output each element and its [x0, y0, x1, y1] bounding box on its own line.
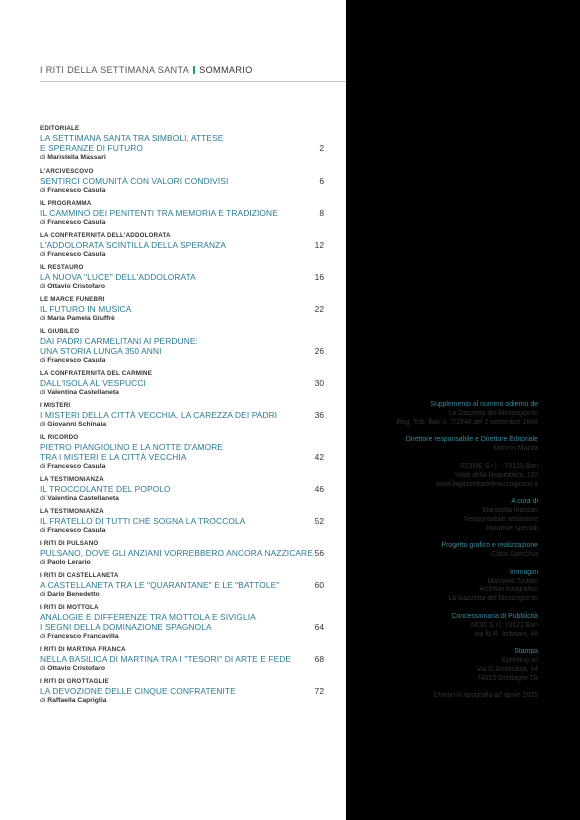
toc-author: [40, 250, 310, 259]
colophon-gap: [368, 428, 538, 437]
toc-page-number: 46: [314, 484, 324, 494]
toc-page-number: 60: [314, 580, 324, 590]
toc-entry[interactable]: [40, 434, 324, 471]
toc-author: [40, 420, 310, 429]
toc-category: EDITORIALE: [40, 125, 80, 132]
toc-author-prefix: di: [40, 283, 46, 290]
toc-entry[interactable]: [40, 232, 324, 259]
toc-author-prefix: di: [40, 527, 46, 534]
toc-entry[interactable]: [40, 125, 324, 162]
colophon-gap: [368, 454, 538, 463]
toc-page-number: 52: [314, 516, 324, 526]
colophon-text: Chiuso in tipografia ad aprile 2025: [433, 692, 538, 700]
toc-title-line: LA DEVOZIONE DELLE CINQUE CONFRATENITE: [40, 686, 236, 696]
toc-category: IL RESTAURO: [40, 264, 84, 271]
colophon-text: Massimo Todaro: [487, 577, 538, 585]
colophon-text: via M.R. Imbriani, 48: [474, 630, 538, 638]
toc-category: LA CONFRATERNITA DEL CARMINE: [40, 370, 153, 377]
toc-title-line: PULSANO, DOVE GLI ANZIANI VORREBBERO ANCORA NAZZICARE: [40, 548, 313, 558]
sommario-label: SOMMARIO: [199, 65, 253, 75]
toc-page-number: 12: [314, 240, 324, 250]
toc-author-prefix: di: [40, 559, 46, 566]
toc-author: [40, 664, 310, 673]
toc-title-line: PIETRO PIANGIOLINO E LA NOTTE D'AMORE: [40, 442, 224, 452]
toc-author-name: Raffaella Capriglia: [47, 697, 107, 704]
colophon-text: La Gazzetta del Mezzogiorno: [448, 595, 538, 603]
colophon-block: [368, 542, 538, 560]
toc-author-name: Paolo Lerario: [47, 559, 91, 566]
colophon-label: Supplemento al numero odierno de: [430, 401, 538, 408]
colophon-text: Clara Specchia: [491, 551, 538, 559]
toc-title-line: I MISTERI DELLA CITTÀ VECCHIA, LA CAREZZA DEI PADRI: [40, 410, 278, 420]
colophon-text: www.lagazzettadelmezzogiorno.it: [436, 480, 538, 488]
toc-author-prefix: di: [40, 219, 46, 226]
colophon-label: Direttore responsabile e Direttore Editoriale: [405, 436, 538, 444]
toc-author: [40, 356, 310, 365]
toc-author-name: Valentina Castellaneta: [47, 389, 119, 396]
toc-page-number: 64: [314, 622, 324, 632]
toc-page-number: 68: [314, 654, 324, 664]
colophon-block: [368, 401, 538, 428]
colophon-block: [368, 692, 538, 701]
toc-page-number: 6: [319, 176, 324, 186]
toc-author: [40, 558, 310, 567]
toc-entry[interactable]: [40, 370, 324, 397]
toc-title-line: DALL'ISOLA AL VESPUCCI: [40, 378, 146, 388]
toc-author-prefix: di: [40, 697, 46, 704]
table-of-contents: [40, 125, 324, 705]
toc-author: [40, 314, 310, 323]
colophon-text: Viale della Repubblica, 110: [455, 471, 538, 479]
toc-author: [40, 494, 310, 503]
toc-author: [40, 696, 310, 705]
colophon-block: [368, 463, 538, 490]
toc-title-line: TRA I MISTERI E LA CITTÀ VECCHIA: [40, 452, 187, 462]
toc-author: [40, 282, 310, 291]
toc-page-number: 16: [314, 272, 324, 282]
colophon-text: 74023 Grottaglie TA: [476, 674, 538, 682]
toc-title-line: ANALOGIE E DIFFERENZE TRA MOTTOLA E SIVIGLIA: [40, 612, 256, 622]
toc-entry[interactable]: [40, 328, 324, 365]
toc-category: L'ARCIVESCOVO: [40, 168, 94, 175]
toc-category: I RITI DI MOTTOLA: [40, 604, 99, 611]
toc-entry[interactable]: [40, 168, 324, 195]
colophon-text: Archivio fotografico: [479, 586, 538, 594]
toc-category: I RITI DI PULSANO: [40, 540, 99, 547]
colophon: [368, 401, 538, 701]
toc-author: [40, 218, 310, 227]
toc-author: [40, 186, 310, 195]
toc-author: [40, 590, 310, 599]
toc-category: IL PROGRAMMA: [40, 200, 92, 207]
toc-author: [40, 153, 310, 162]
toc-page-number: 72: [314, 686, 324, 696]
toc-author-name: Maristella Massari: [47, 154, 106, 161]
toc-category: I RITI DI CASTELLANETA: [40, 572, 119, 579]
toc-title-line: E SPERANZE DI FUTURO: [40, 143, 143, 153]
toc-title-line: IL TROCCOLANTE DEL POPOLO: [40, 484, 171, 494]
colophon-block: [368, 613, 538, 640]
colophon-text: MDG S.r.l. 70121 Bari: [470, 621, 538, 629]
toc-author-name: Francesco Casula: [47, 527, 106, 534]
toc-title-line: I SEGNI DELLA DOMINAZIONE SPAGNOLA: [40, 622, 212, 632]
toc-author: [40, 462, 310, 471]
toc-author: [40, 526, 310, 535]
toc-page-number: 8: [319, 208, 324, 218]
toc-author-prefix: di: [40, 357, 46, 364]
toc-author-name: Francesco Casula: [47, 219, 106, 226]
colophon-block: [368, 569, 538, 604]
toc-author-prefix: di: [40, 251, 46, 258]
colophon-label: A cura di: [511, 498, 538, 506]
toc-author-name: Ottavio Cristofaro: [47, 283, 105, 290]
toc-entry[interactable]: [40, 476, 324, 503]
toc-title-line: NELLA BASILICA DI MARTINA TRA I "TESORI" DI ARTE E FEDE: [40, 654, 292, 664]
toc-author-prefix: di: [40, 389, 46, 396]
section-title: I RITI DELLA SETTIMANA SANTA: [40, 65, 190, 75]
colophon-gap: [368, 489, 538, 498]
toc-author: [40, 632, 310, 641]
colophon-label: Stampa: [514, 648, 538, 656]
toc-title-line: SENTIRCI COMUNITÀ CON VALORI CONDIVISI: [40, 176, 229, 186]
toc-category: LA CONFRATERNITA DELL'ADDOLORATA: [40, 232, 171, 239]
toc-page-number: 56: [314, 548, 324, 558]
toc-author-name: Francesco Casula: [47, 357, 106, 364]
colophon-text: Iniziative speciali: [486, 524, 538, 532]
toc-entry[interactable]: [40, 264, 324, 291]
colophon-gap: [368, 534, 538, 543]
toc-author-name: Dario Benedetto: [47, 591, 100, 598]
toc-entry[interactable]: [40, 200, 324, 227]
toc-author-prefix: di: [40, 154, 46, 161]
toc-title-line: IL CAMMINO DEI PENITENTI TRA MEMORIA E TRADIZIONE: [40, 208, 278, 218]
colophon-block: [368, 436, 538, 454]
colophon-gap: [368, 684, 538, 693]
toc-entry[interactable]: [40, 646, 324, 673]
toc-author-name: Francesco Casula: [47, 251, 106, 258]
toc-author-name: Valentina Castellaneta: [47, 495, 119, 502]
toc-title-line: L'ADDOLORATA SCINTILLA DELLA SPERANZA: [40, 240, 227, 250]
colophon-text: La Gazzetta del Mezzogiorno: [448, 409, 538, 417]
colophon-text: Maristella Massari: [482, 506, 538, 514]
toc-author-name: Francesco Francavilla: [47, 633, 119, 640]
toc-entry[interactable]: [40, 540, 324, 567]
toc-entry[interactable]: [40, 296, 324, 323]
toc-category: I RITI DI GROTTAGLIE: [40, 678, 109, 685]
toc-title-line: UNA STORIA LUNGA 350 ANNI: [40, 346, 162, 356]
toc-category: LA TESTIMONIANZA: [40, 508, 104, 515]
toc-category: LA TESTIMONIANZA: [40, 476, 104, 483]
toc-page-number: 36: [314, 410, 324, 420]
toc-page-number: 2: [319, 143, 324, 153]
toc-author-name: Maria Pamela Giuffrè: [47, 315, 115, 322]
colophon-text: Mimmo Mazza: [493, 445, 538, 453]
toc-title-line: IL FUTURO IN MUSICA: [40, 304, 132, 314]
colophon-label: Concessionaria di Pubblicità: [451, 612, 538, 620]
toc-author-prefix: di: [40, 495, 46, 502]
toc-author-prefix: di: [40, 633, 46, 640]
colophon-text: Via G.Amendola, 14: [476, 665, 538, 673]
toc-author-prefix: di: [40, 591, 46, 598]
toc-author-prefix: di: [40, 187, 46, 194]
toc-author-name: Giovanni Schinaia: [47, 421, 107, 428]
colophon-text: Eprinting srl: [501, 657, 538, 665]
toc-entry[interactable]: [40, 604, 324, 641]
toc-category: IL RICORDO: [40, 434, 79, 441]
colophon-text: EDIME S.r.l. - 70125 Bari: [461, 462, 538, 470]
colophon-block: [368, 498, 538, 533]
toc-author-prefix: di: [40, 665, 46, 672]
colophon-text: Reg. Trib. Bari n. 7/1948 del 2 settembre 1948: [396, 418, 538, 426]
toc-title-line: LA NUOVA "LUCE" DELL'ADDOLORATA: [40, 272, 196, 282]
colophon-label: Immagini: [510, 568, 538, 576]
colophon-gap: [368, 640, 538, 649]
toc-entry[interactable]: [40, 508, 324, 535]
page-header: [40, 65, 253, 75]
toc-title-line: DAI PADRI CARMELITANI AI PERDUNE:: [40, 336, 198, 346]
toc-author: [40, 388, 310, 397]
colophon-gap: [368, 560, 538, 569]
toc-author-name: Francesco Casula: [47, 187, 106, 194]
toc-author-prefix: di: [40, 315, 46, 322]
toc-page-number: 42: [314, 452, 324, 462]
toc-title-line: IL FRATELLO DI TUTTI CHE SOGNA LA TROCCOLA: [40, 516, 246, 526]
colophon-block: [368, 648, 538, 683]
toc-author-name: Ottavio Cristofaro: [47, 665, 105, 672]
toc-author-prefix: di: [40, 463, 46, 470]
toc-category: I RITI DI MARTINA FRANCA: [40, 646, 126, 653]
header-rule: [40, 81, 346, 82]
header-separator: [193, 66, 195, 74]
toc-page-number: 22: [314, 304, 324, 314]
toc-title-line: LA SETTIMANA SANTA TRA SIMBOLI, ATTESE: [40, 133, 224, 143]
toc-entry[interactable]: [40, 572, 324, 599]
toc-page-number: 30: [314, 378, 324, 388]
toc-category: I MISTERI: [40, 402, 71, 409]
toc-entry[interactable]: [40, 678, 324, 705]
toc-title-line: A CASTELLANETA TRA LE "QUARANTANE" E LE "BATTOLE": [40, 580, 280, 590]
toc-entry[interactable]: [40, 402, 324, 429]
toc-page-number: 26: [314, 346, 324, 356]
colophon-label: Progetto grafico e realizzazione: [441, 542, 538, 550]
toc-author-name: Francesco Casula: [47, 463, 106, 470]
colophon-gap: [368, 604, 538, 613]
toc-category: LE MARCE FUNEBRI: [40, 296, 105, 303]
toc-author-prefix: di: [40, 421, 46, 428]
toc-category: IL GIUBILEO: [40, 328, 80, 335]
colophon-text: Responsabile redazione: [464, 515, 538, 523]
